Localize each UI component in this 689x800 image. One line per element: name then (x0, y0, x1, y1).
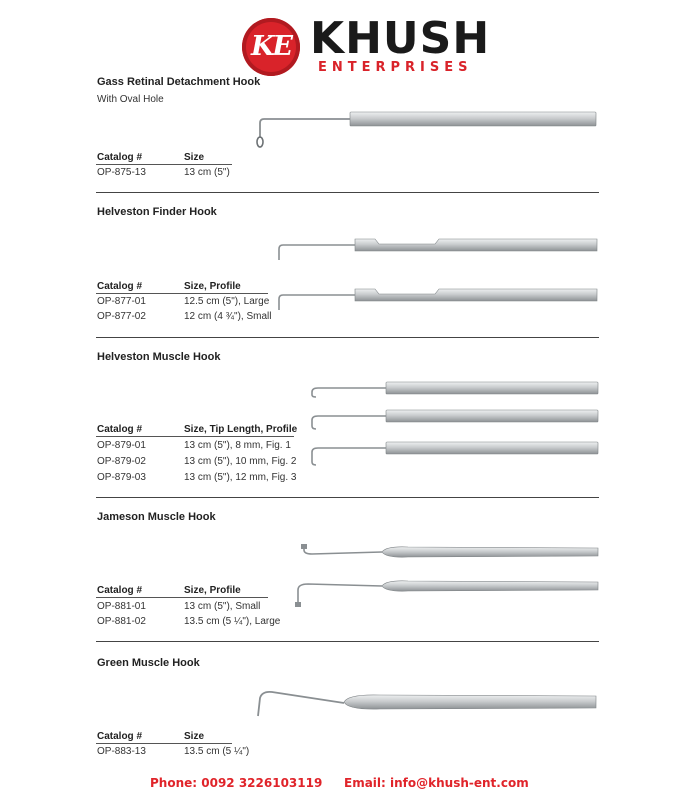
table-header-size: Size (184, 152, 205, 163)
section-subtitle-gass: With Oval Hole (97, 94, 164, 105)
table-header-catalog: Catalog # (97, 731, 143, 742)
table-header-size-profile: Size, Profile (184, 281, 241, 292)
section-divider (96, 641, 599, 642)
instrument-image-gass (250, 105, 600, 150)
instrument-image-jameson-large (292, 574, 603, 610)
table-rule (96, 597, 268, 598)
size-value: 13 cm (5"), 8 mm, Fig. 1 (184, 440, 291, 451)
table-rule (96, 164, 232, 165)
size-value: 13 cm (5") (184, 167, 230, 178)
instrument-image-finder-small (275, 284, 605, 314)
section-divider (96, 497, 599, 498)
brand-name: KHUSH (310, 13, 491, 64)
section-title-green: Green Muscle Hook (97, 657, 200, 669)
instrument-image-green (250, 686, 602, 726)
catalog-number: OP-881-02 (97, 616, 146, 627)
size-value: 13 cm (5"), 10 mm, Fig. 2 (184, 456, 297, 467)
size-value: 13.5 cm (5 ¼"), Large (184, 616, 281, 627)
brand-logo (242, 18, 300, 76)
catalog-number: OP-881-01 (97, 601, 146, 612)
instrument-image-muscle-fig3 (308, 438, 603, 468)
section-title-jameson: Jameson Muscle Hook (97, 511, 216, 523)
size-value: 13 cm (5"), 12 mm, Fig. 3 (184, 472, 297, 483)
table-header-catalog: Catalog # (97, 152, 143, 163)
instrument-image-jameson-small (298, 542, 603, 564)
catalog-number: OP-883-13 (97, 746, 146, 757)
size-value: 13.5 cm (5 ¼") (184, 746, 250, 757)
size-value: 12 cm (4 ¾"), Small (184, 311, 272, 322)
section-divider (96, 192, 599, 193)
table-rule (96, 436, 294, 437)
catalog-number: OP-877-01 (97, 296, 146, 307)
catalog-number: OP-875-13 (97, 167, 146, 178)
table-header-catalog: Catalog # (97, 281, 143, 292)
catalog-number: OP-879-03 (97, 472, 146, 483)
table-header-catalog: Catalog # (97, 424, 143, 435)
instrument-image-muscle-fig2 (308, 406, 603, 432)
table-header-catalog: Catalog # (97, 585, 143, 596)
table-header-size: Size (184, 731, 205, 742)
size-value: 12.5 cm (5"), Large (184, 296, 270, 307)
instrument-image-muscle-fig1 (308, 378, 603, 400)
section-title-helveston-finder: Helveston Finder Hook (97, 206, 217, 218)
catalog-number: OP-877-02 (97, 311, 146, 322)
logo-initials: KE (250, 31, 292, 62)
section-title-gass: Gass Retinal Detachment Hook (97, 76, 261, 88)
table-header-size-profile: Size, Profile (184, 585, 241, 596)
section-title-helveston-muscle: Helveston Muscle Hook (97, 351, 221, 363)
catalog-number: OP-879-02 (97, 456, 146, 467)
brand-subtitle: ENTERPRISES (318, 60, 473, 75)
table-header-size-tip-profile: Size, Tip Length, Profile (184, 424, 298, 435)
footer-email[interactable]: Email: info@khush-ent.com (344, 776, 529, 790)
section-divider (96, 337, 599, 338)
footer-phone: Phone: 0092 3226103119 (150, 776, 323, 790)
instrument-image-finder-large (275, 232, 605, 262)
size-value: 13 cm (5"), Small (184, 601, 261, 612)
catalog-number: OP-879-01 (97, 440, 146, 451)
table-rule (96, 293, 268, 294)
table-rule (96, 743, 232, 744)
